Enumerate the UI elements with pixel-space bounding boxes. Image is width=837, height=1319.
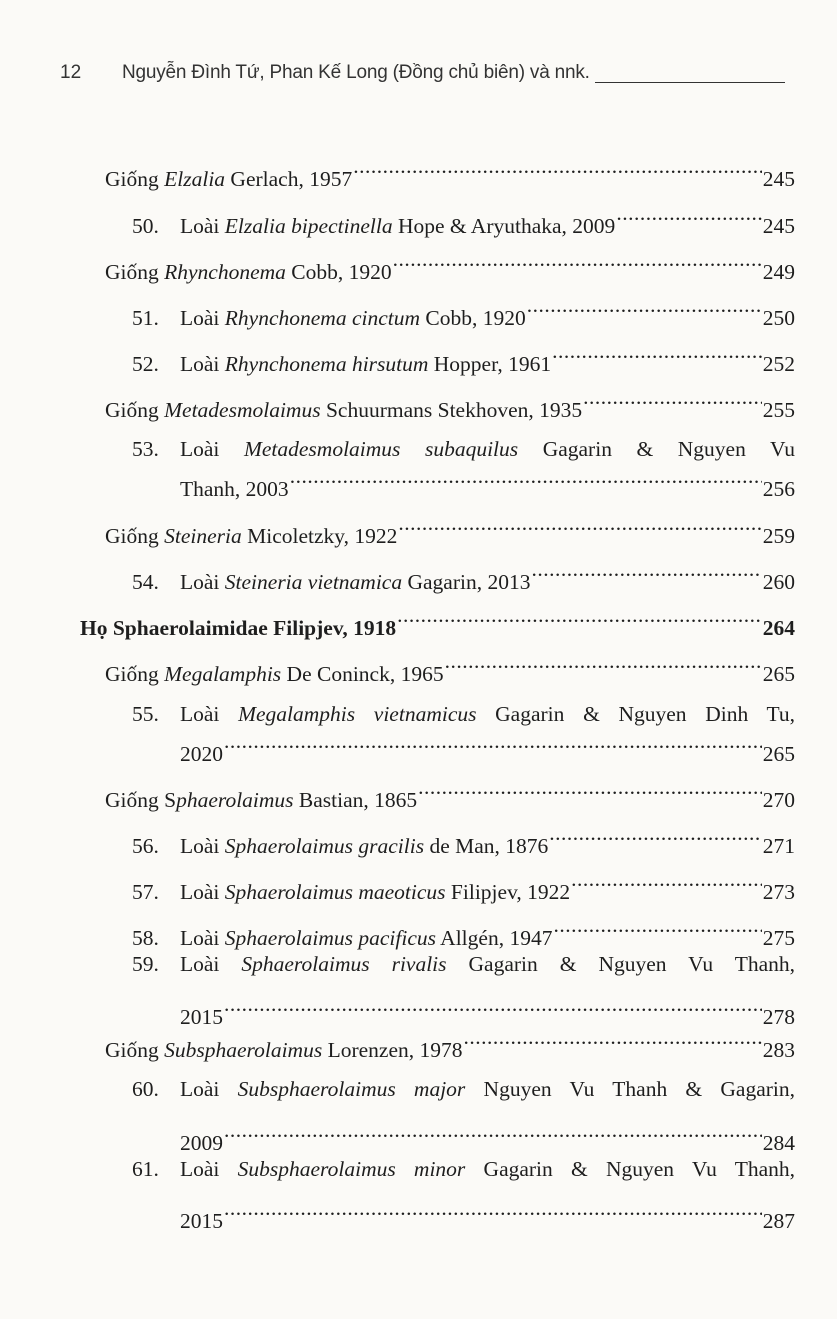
- dot-leader: [527, 297, 762, 325]
- taxon-name: Steineria: [164, 524, 242, 548]
- entry-author: Gagarin & Nguyen Vu: [518, 437, 795, 461]
- entry-page: 264: [762, 616, 795, 640]
- taxon-name: Elzalia bipectinella: [224, 214, 393, 238]
- entry-author: Nguyen Vu Thanh & Gagarin,: [465, 1077, 795, 1101]
- entry-number: 50.: [132, 214, 159, 238]
- dot-leader: [393, 251, 762, 279]
- toc-species-continuation: [180, 1200, 795, 1235]
- dot-leader: [224, 996, 762, 1024]
- entry-number: 54.: [132, 570, 159, 594]
- taxon-name: Subsphaerolaimus major: [237, 1077, 466, 1101]
- entry-title: [180, 1155, 795, 1183]
- entry-page: 271: [762, 834, 795, 858]
- entry-author: de Man, 1876: [424, 834, 549, 858]
- running-head: Nguyễn Đình Tứ, Phan Kế Long (Đồng chủ biên) và nnk.: [122, 62, 590, 83]
- taxon-name: Rhynchonema hirsutum: [224, 352, 429, 376]
- toc-species-entry: [132, 561, 795, 596]
- toc-species-entry: [132, 435, 795, 463]
- entry-number: 56.: [132, 834, 159, 858]
- taxon-name: Metadesmolaimus: [164, 398, 321, 422]
- entry-page: 283: [762, 1038, 795, 1062]
- taxon-name: Rhynchonema cinctum: [224, 306, 421, 330]
- toc-genus-entry: [105, 653, 795, 688]
- entry-page: 278: [762, 1005, 795, 1029]
- entry-title: [105, 165, 352, 193]
- entry-prefix: Loài: [180, 952, 242, 976]
- toc-species-entry: [132, 297, 795, 332]
- toc-species-continuation: [180, 733, 795, 768]
- entry-title: [105, 258, 392, 286]
- entry-continuation: 2015: [180, 1005, 223, 1029]
- toc-species-entry: [132, 700, 795, 728]
- entry-number: 58.: [132, 926, 159, 950]
- entry-page: 273: [762, 880, 795, 904]
- dot-leader: [464, 1029, 762, 1057]
- entry-page: 265: [762, 662, 795, 686]
- entry-page: 275: [762, 926, 795, 950]
- taxon-name: Megalamphis vietnamicus: [238, 702, 477, 726]
- entry-page: 249: [762, 260, 795, 284]
- entry-prefix: Giống: [105, 167, 165, 191]
- entry-title: [180, 568, 530, 596]
- entry-title: [180, 878, 570, 906]
- entry-page: 270: [762, 788, 795, 812]
- entry-prefix: Loài: [180, 834, 225, 858]
- entry-title: [105, 786, 417, 814]
- entry-prefix: Loài: [180, 437, 244, 461]
- entry-number: 61.: [132, 1157, 159, 1181]
- toc-species-continuation: [180, 468, 795, 503]
- toc-species-entry: [132, 950, 795, 978]
- entry-continuation: Thanh, 2003: [180, 477, 289, 501]
- entry-author: Cobb, 1920: [420, 306, 526, 330]
- entry-author: Micoletzky, 1922: [241, 524, 398, 548]
- entry-number: 60.: [132, 1077, 159, 1101]
- entry-prefix: Loài: [180, 214, 225, 238]
- entry-prefix: Giống: [105, 524, 165, 548]
- entry-title: [180, 350, 551, 378]
- entry-title: [105, 522, 397, 550]
- toc-species-entry: [132, 1075, 795, 1103]
- toc-species-entry: [132, 917, 795, 952]
- entry-prefix: Loài: [180, 352, 225, 376]
- entry-continuation: 2009: [180, 1131, 223, 1155]
- entry-prefix: Loài: [180, 306, 225, 330]
- toc-species-entry: [132, 871, 795, 906]
- entry-title: [180, 435, 795, 463]
- taxon-name: Rhynchonema: [164, 260, 286, 284]
- entry-number: 57.: [132, 880, 159, 904]
- entry-prefix: Giống: [105, 662, 165, 686]
- taxon-name: Metadesmolaimus subaquilus: [243, 437, 519, 461]
- entry-number: 59.: [132, 952, 159, 976]
- entry-page: 255: [762, 398, 795, 422]
- entry-page: 284: [762, 1131, 795, 1155]
- entry-page: 245: [762, 167, 795, 191]
- toc-species-entry: [132, 1155, 795, 1183]
- dot-leader: [398, 515, 761, 543]
- entry-prefix: Giống: [105, 260, 165, 284]
- dot-leader: [224, 1122, 762, 1150]
- toc-genus-entry: [105, 158, 795, 193]
- entry-page: 259: [762, 524, 795, 548]
- dot-leader: [224, 733, 762, 761]
- entry-page: 252: [762, 352, 795, 376]
- entry-page: 287: [762, 1209, 795, 1233]
- toc-genus-entry: [105, 779, 795, 814]
- dot-leader: [552, 343, 762, 371]
- entry-author: Schuurmans Stekhoven, 1935: [320, 398, 583, 422]
- taxon-name: Sphaerolaimus rivalis: [241, 952, 447, 976]
- dot-leader: [418, 779, 762, 807]
- dot-leader: [445, 653, 762, 681]
- entry-author: Gagarin & Nguyen Dinh Tu,: [476, 702, 795, 726]
- entry-prefix: Loài: [180, 926, 225, 950]
- toc-species-entry: [132, 825, 795, 860]
- entry-prefix: Giống: [105, 1038, 165, 1062]
- entry-number: 53.: [132, 437, 159, 461]
- entry-author: Gerlach, 1957: [225, 167, 353, 191]
- entry-prefix: Loài: [180, 880, 225, 904]
- entry-number: 52.: [132, 352, 159, 376]
- dot-leader: [616, 205, 761, 233]
- toc-species-entry: [132, 205, 795, 240]
- taxon-name: Steineria vietnamica: [224, 570, 403, 594]
- entry-page: 250: [762, 306, 795, 330]
- entry-prefix: Loài: [180, 1077, 238, 1101]
- entry-prefix: Giống S: [105, 788, 177, 812]
- taxon-name: Sphaerolaimus maeoticus: [224, 880, 446, 904]
- dot-leader: [353, 158, 762, 186]
- entry-title: [105, 1036, 463, 1064]
- entry-prefix: Loài: [180, 1157, 238, 1181]
- entry-title: [180, 832, 548, 860]
- entry-author: Gagarin, 2013: [402, 570, 531, 594]
- dot-leader: [583, 389, 762, 417]
- taxon-name: Megalamphis: [164, 662, 282, 686]
- taxon-name: Elzalia: [164, 167, 226, 191]
- entry-author: Lorenzen, 1978: [322, 1038, 463, 1062]
- entry-author: Allgén, 1947: [435, 926, 553, 950]
- entry-continuation: 2015: [180, 1209, 223, 1233]
- entry-author: Gagarin & Nguyen Vu Thanh,: [446, 952, 795, 976]
- entry-prefix: Loài: [180, 570, 225, 594]
- entry-title: Họ Sphaerolaimidae Filipjev, 1918: [80, 616, 397, 640]
- entry-title: [105, 660, 444, 688]
- taxon-name: phaerolaimus: [176, 788, 294, 812]
- entry-title: [180, 924, 552, 952]
- entry-page: 265: [762, 742, 795, 766]
- page-number: 12: [60, 62, 82, 83]
- toc-genus-entry: [105, 1029, 795, 1064]
- toc-family-entry: [80, 607, 795, 642]
- dot-leader: [224, 1200, 762, 1228]
- entry-continuation: 2020: [180, 742, 223, 766]
- entry-page: 256: [762, 477, 795, 501]
- entry-author: Cobb, 1920: [285, 260, 392, 284]
- taxon-name: Sphaerolaimus pacificus: [224, 926, 436, 950]
- toc-genus-entry: [105, 389, 795, 424]
- dot-leader: [290, 468, 762, 496]
- entry-author: Filipjev, 1922: [445, 880, 571, 904]
- dot-leader: [549, 825, 761, 853]
- entry-number: 51.: [132, 306, 159, 330]
- taxon-name: Sphaerolaimus gracilis: [224, 834, 425, 858]
- entry-page: 245: [762, 214, 795, 238]
- toc-species-continuation: [180, 996, 795, 1031]
- dot-leader: [531, 561, 761, 589]
- taxon-name: Subsphaerolaimus minor: [237, 1157, 466, 1181]
- toc-genus-entry: [105, 251, 795, 286]
- entry-author: Hope & Aryuthaka, 2009: [392, 214, 616, 238]
- entry-page: 260: [762, 570, 795, 594]
- taxon-name: Subsphaerolaimus: [164, 1038, 323, 1062]
- entry-prefix: Giống: [105, 398, 165, 422]
- entry-author: Gagarin & Nguyen Vu Thanh,: [465, 1157, 795, 1181]
- entry-title: [180, 304, 526, 332]
- entry-title: [180, 1075, 795, 1103]
- entry-title: [105, 396, 582, 424]
- entry-number: 55.: [132, 702, 159, 726]
- entry-title: [180, 950, 795, 978]
- entry-author: Hopper, 1961: [428, 352, 552, 376]
- dot-leader: [571, 871, 762, 899]
- toc-species-continuation: [180, 1122, 795, 1157]
- entry-author: Bastian, 1865: [293, 788, 418, 812]
- entry-prefix: Loài: [180, 702, 239, 726]
- toc-genus-entry: [105, 515, 795, 550]
- toc-species-entry: [132, 343, 795, 378]
- entry-author: De Coninck, 1965: [281, 662, 444, 686]
- dot-leader: [397, 607, 762, 635]
- dot-leader: [553, 917, 761, 945]
- entry-title: [180, 212, 615, 240]
- entry-title: [180, 700, 795, 728]
